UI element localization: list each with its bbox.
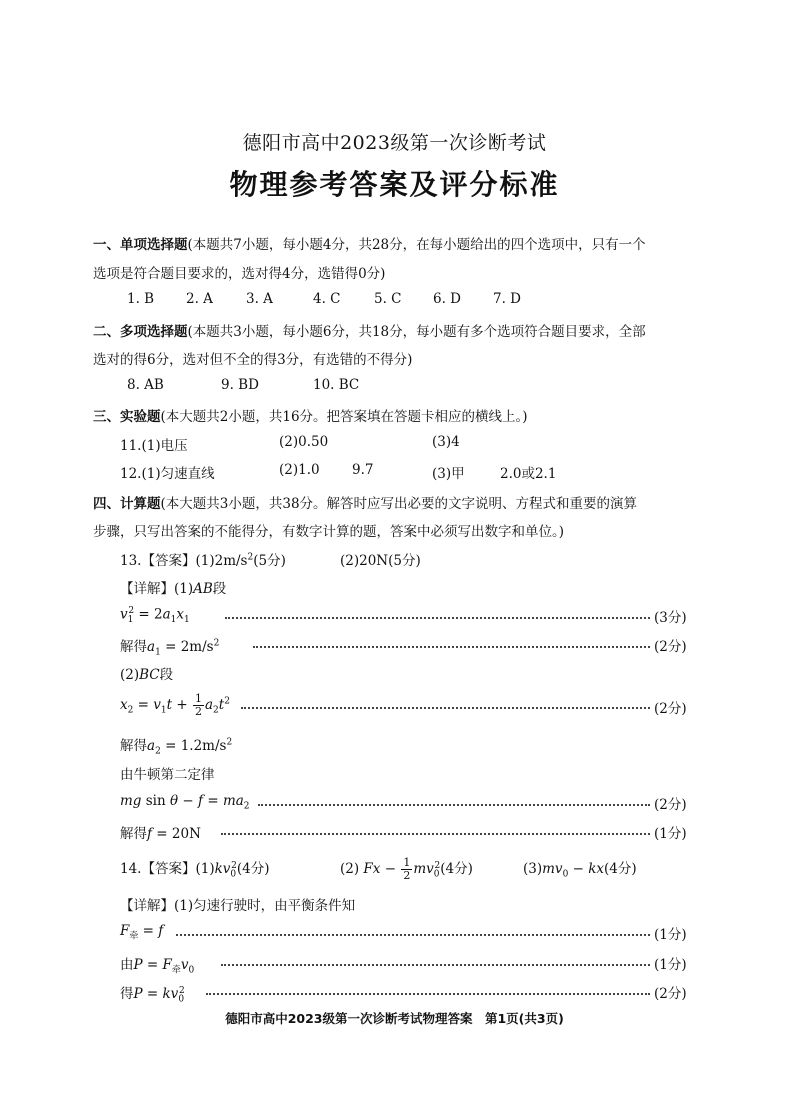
section4-heading: 四、计算题 xyxy=(93,496,161,512)
mc-answer: 4. C xyxy=(313,291,341,307)
section2-desc2: 选对的得6分，选对但不全的得3分，有选错的不得分) xyxy=(93,352,413,368)
q12-part2: (2)1.0 xyxy=(279,462,320,478)
q13-label: 13.【答案】 xyxy=(120,553,196,569)
q13-detail-prefix: 【详解】(1) xyxy=(120,581,194,597)
section4-line1 xyxy=(93,492,637,512)
q13-solve3: 解得f = 20N xyxy=(120,826,201,842)
q14-detail: 【详解】(1)匀速行驶时，由平衡条件知 xyxy=(120,898,356,914)
q13-solve2-prefix: 解得 xyxy=(120,738,147,754)
q14-ans3-score: (4分) xyxy=(604,861,637,877)
q13-eq3-score: (2分) xyxy=(654,701,687,717)
section3-line xyxy=(93,405,528,425)
leader-dots xyxy=(253,646,650,648)
q14-label: 14.【答案】 xyxy=(120,861,196,877)
section2-line1 xyxy=(93,320,646,340)
exam-title: 德阳市高中2023级第一次诊断考试 xyxy=(242,132,547,154)
section2-heading: 二、多项选择题 xyxy=(93,324,188,340)
q13-duan: 段 xyxy=(159,667,174,683)
q14-eq1: $F_牵 = f$ xyxy=(120,923,164,942)
q14-eq3: 得$P = kv_0^2$ xyxy=(120,985,185,1005)
q13-detail-ab xyxy=(120,577,226,597)
mc-answer: 5. C xyxy=(374,291,402,307)
multi-answer: 10. BC xyxy=(313,377,360,393)
q13-ans1-score: (5分) xyxy=(253,553,286,569)
q14-ans2: (2) Fx − $\frac{1}{2}$ $mv_0^2(4$分) xyxy=(340,856,473,882)
section4-desc1: (本大题共3小题，共38分。解答时应写出必要的文字说明、方程式和重要的演算 xyxy=(160,496,638,512)
q13-eq4-score: (2分) xyxy=(654,797,687,813)
mc-answer: 7. D xyxy=(493,291,521,307)
leader-dots xyxy=(221,833,650,835)
q13-eq4: mg $\sin \theta - f = ma_2$ xyxy=(120,793,250,812)
q13-newton: 由牛顿第二定律 xyxy=(120,767,215,783)
multi-answer: 8. AB xyxy=(127,377,164,393)
section3-heading: 三、实验题 xyxy=(93,409,161,425)
q14-ans3: $(3)mv_0 - kx(4$分) xyxy=(523,861,637,880)
q13-solve1-prefix: 解得 xyxy=(120,639,147,655)
q13-eq1: $v_1^2 = 2a_1x_1$ xyxy=(120,606,190,626)
mc-answer: 2. A xyxy=(186,291,213,307)
page-footer: 德阳市高中2023级第一次诊断考试物理答案 第1页(共3页) xyxy=(225,1011,564,1026)
q13-answer xyxy=(120,549,286,569)
leader-dots xyxy=(176,934,650,936)
section1-desc2: 选项是符合题目要求的，选对得4分，选错得0分) xyxy=(93,266,386,282)
q13-bc: BC xyxy=(139,667,160,683)
q13-ans2: (2)20N(5分) xyxy=(340,553,421,569)
q11-part2: (2)0.50 xyxy=(279,434,329,450)
q14-de: 得 xyxy=(120,986,134,1002)
leader-dots xyxy=(206,993,650,995)
answer-title: 物理参考答案及评分标准 xyxy=(229,168,560,201)
q13-detail-bc xyxy=(120,663,173,683)
leader-dots xyxy=(221,964,650,966)
q13-ans1-sup: 2 xyxy=(247,552,254,563)
leader-dots xyxy=(241,707,650,709)
q14-eq2-score: (1分) xyxy=(654,957,687,973)
q14-ans1-score: (4分) xyxy=(236,861,270,877)
q14-eq2: 由$P = F_牵v_0$ xyxy=(120,957,195,976)
q13-solve1-value: = 2m/s xyxy=(160,639,214,655)
section1-line1 xyxy=(93,233,646,253)
q13-duan: 段 xyxy=(212,581,227,597)
q11-part3: (3)4 xyxy=(432,434,460,450)
q13-eq5-score: (1分) xyxy=(654,826,687,842)
q12-part2b: 9.7 xyxy=(352,462,374,478)
q12-part3b: 2.0或2.1 xyxy=(500,466,557,482)
q12-part3: (3)甲 xyxy=(432,466,465,482)
q14-ans2-score: (4分) xyxy=(440,861,473,877)
q13-solve1: 解得$a_1 = 2m/s^2$ xyxy=(120,638,220,658)
section3-desc: (本大题共2小题，共16分。把答案填在答题卡相应的横线上。) xyxy=(160,409,528,425)
leader-dots xyxy=(258,804,650,806)
q14-sub-qian: 牵 xyxy=(171,965,181,976)
q13-solve3-value: = 20N xyxy=(152,826,201,842)
mc-answer: 6. D xyxy=(433,291,461,307)
q13-eq2-score: (2分) xyxy=(654,639,687,655)
q13-solve3-prefix: 解得 xyxy=(120,826,147,842)
q13-eq3: $x_2 = v_1t$ + $\frac{1}{2}$ $a_2t^2$ xyxy=(120,692,230,718)
q14-you: 由 xyxy=(120,957,134,973)
section1-desc1: (本题共7小题，每小题4分，共28分，在每小题给出的四个选项中，只有一个 xyxy=(187,237,646,253)
q13-ab: AB xyxy=(193,581,213,597)
section2-desc1: (本题共3小题，每小题6分，共18分，每小题有多个选项符合题目要求，全部 xyxy=(187,324,646,340)
q11-part1: 11.(1)电压 xyxy=(120,438,188,454)
mc-answer: 3. A xyxy=(246,291,273,307)
section1-heading: 一、单项选择题 xyxy=(93,237,188,253)
q13-eq1-score: (3分) xyxy=(654,610,687,626)
q13-solve2-value: = 1.2m/s xyxy=(160,738,227,754)
q13-solve2: 解得$a_2 = 1.2m/s^2$ xyxy=(120,737,233,757)
q13-bc-prefix: (2) xyxy=(120,667,140,683)
q14-eq3-score: (2分) xyxy=(654,986,687,1002)
leader-dots xyxy=(225,617,650,619)
section4-desc2: 步骤，只写出答案的不能得分，有数字计算的题，答案中必须写出数字和单位。) xyxy=(93,524,565,540)
q12-part1: 12.(1)匀速直线 xyxy=(120,466,215,482)
q14-answer: 14.【答案】$(1)kv_0^2(4$分) xyxy=(120,860,270,880)
multi-answer: 9. BD xyxy=(221,377,259,393)
q14-sub-qian: 牵 xyxy=(129,931,139,942)
mc-answer: 1. B xyxy=(127,291,155,307)
q13-ans1: (1)2m/s xyxy=(195,553,248,569)
q14-eq1-score: (1分) xyxy=(654,927,687,943)
